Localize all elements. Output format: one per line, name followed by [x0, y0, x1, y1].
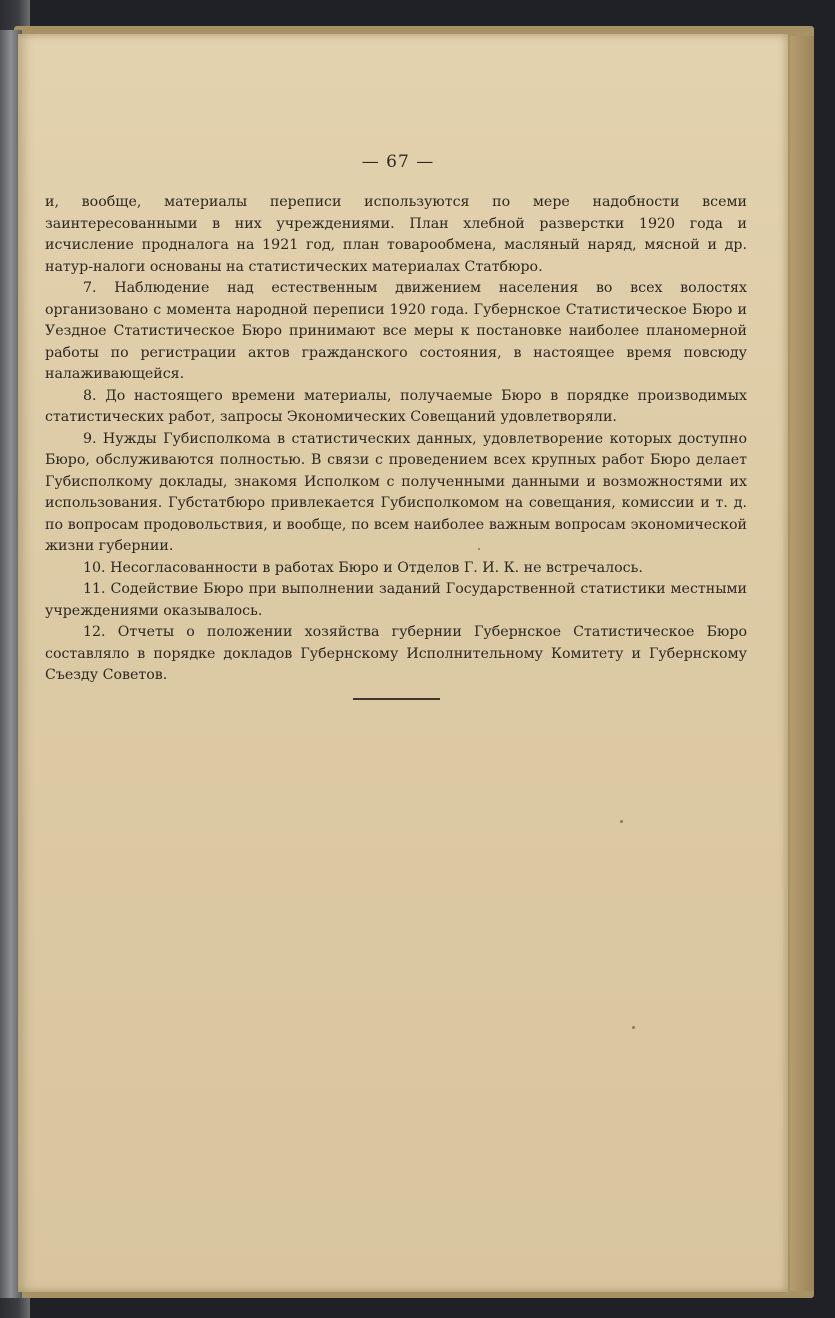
body-text [45, 192, 747, 687]
page-number: — 67 — [361, 152, 435, 172]
paper-speck [478, 548, 480, 550]
paragraph-item-9: 9. Нужды Губисполкома в статистических данных, удовлетворение которых доступно Бюро, обслуживаются полностью. В связи с проведением всех крупных работ Бюро делает Губисполкому доклады, знакомя Исполком с полученными данными и возможностями их использования. Губстатбюро привлекается Губисполкомом на совещания, комиссии и т. д. по вопросам продовольствия, и вообще, по всем наиболее важным вопросам экономической жизни губернии. [45, 430, 747, 554]
paragraph-item-8: 8. До настоящего времени материалы, получаемые Бюро в порядке производимых статистических работ, запросы Экономических Совещаний удовлетворяли. [45, 387, 747, 425]
cover-edge-right [790, 36, 814, 1291]
paragraph-continuation: и, вообще, материалы переписи используются по мере надобности всеми заинтересованными в них учреждениями. План хлебной разверстки 1920 года и исчисление продналога на 1921 год, план товарообмена, масляный наряд, мясной и др. натур-налоги основаны на статистических материалах Статбюро. [45, 194, 747, 275]
paper-speck [620, 820, 623, 823]
section-divider-rule [353, 698, 440, 700]
paragraph-item-12: 12. Отчеты о положении хозяйства губернии Губернское Статистическое Бюро составляло в порядке докладов Губернскому Исполнительному Комитету и Губернскому Съезду Советов. [45, 624, 747, 683]
paragraph-item-10: 10. Несогласованности в работах Бюро и Отделов Г. И. К. не встречалось. [83, 559, 643, 576]
paragraph-item-7: 7. Наблюдение над естественным движением населения во всех волостях организовано с момента народной переписи 1920 года. Губернское Статистическое Бюро и Уездное Статистическое Бюро принимают все меры к постановке наиболее планомерной работы по регистрации актов гражданского состояния, в настоящее время повсюду налаживающейся. [45, 280, 747, 382]
document-page [18, 34, 788, 1292]
paragraph-item-11: 11. Содействие Бюро при выполнении заданий Государственной статистики местными учреждениями оказывалось. [45, 581, 747, 619]
paper-speck [632, 1026, 635, 1029]
